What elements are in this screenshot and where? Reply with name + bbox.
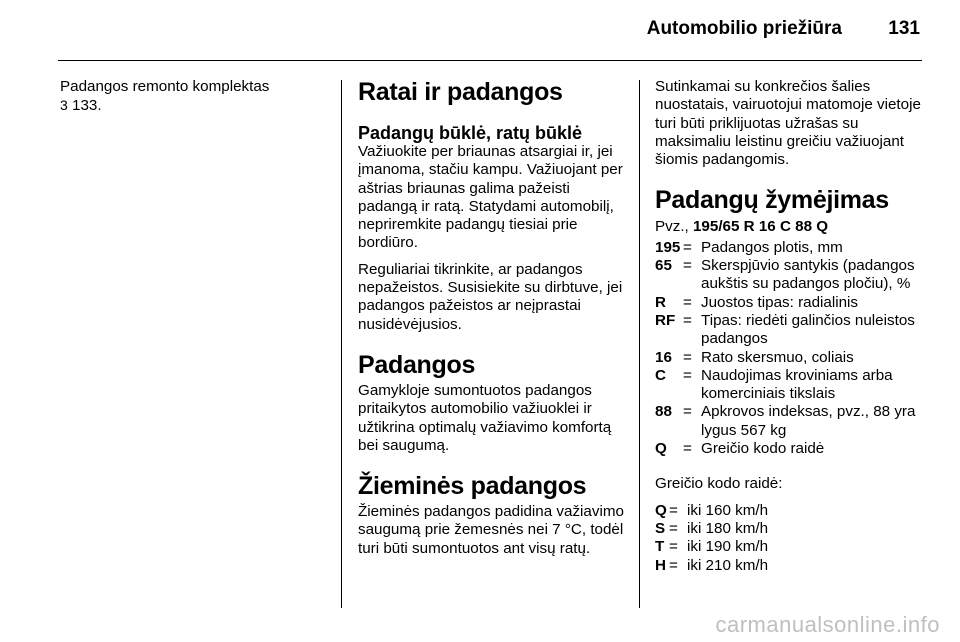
heading-tyres: Padangos xyxy=(358,350,476,379)
page-number: 131 xyxy=(888,18,920,39)
watermark-footer: carmanualsonline.info xyxy=(715,612,940,637)
section-heading-wheels: Ratai ir padangos xyxy=(358,78,563,106)
column-left xyxy=(60,78,330,116)
definition-row: Q = Greičio kodo raidė xyxy=(655,440,825,458)
paragraph-inspection: Reguliariai tikrinkite, ar padangos nepažeistos. Susisiekite su dirbtuve, jei padangos pažeistos ar neįprastai nusidėvėjusios. xyxy=(358,260,623,333)
marking-definition-list xyxy=(655,239,923,459)
example-code: 195/65 R 16 C 88 Q xyxy=(692,218,829,236)
definition-row: C = Naudojimas kroviniams arba komerciniais tikslais xyxy=(655,366,893,403)
speed-code-list xyxy=(655,502,923,575)
heading-tyre-marking: Padangų žymėjimas xyxy=(655,186,889,215)
paragraph-speed-label: Sutinkamai su konkrečios šalies nuostatais, vairuotojui matomoje vietoje turi būti priklijuotas užrašas su maksimaliu leistinu greičiu važiuojant šiomis padangomis. xyxy=(655,78,921,169)
definition-row: RF = Tipas: riedėti galinčios nuleistos padangos xyxy=(655,311,915,348)
column-divider-2 xyxy=(639,80,640,608)
example-prefix: Pvz., xyxy=(655,218,693,236)
speed-row: S = iki 180 km/h xyxy=(655,519,769,537)
speed-row: T = iki 190 km/h xyxy=(655,538,769,556)
speed-row: H = iki 210 km/h xyxy=(655,556,769,574)
column-right xyxy=(655,78,923,575)
repair-kit-text: Padangos remonto komplektas xyxy=(60,78,270,95)
reference-arrow-icon: 3 xyxy=(60,97,68,114)
paragraph-factory-tyres: Gamykloje sumontuotos padangos pritaikytos automobilio važiuoklei ir užtikrina optimalų važiavimo komfortą bei saugumą. xyxy=(358,381,612,454)
header-rule xyxy=(58,60,922,61)
cross-reference[interactable] xyxy=(60,96,330,115)
paragraph-winter-tyres: Žieminės padangos padidina važiavimo saugumą prie žemesnės nei 7 °C, todėl turi būti sumontuotos ant visų ratų. xyxy=(358,503,624,557)
marking-example xyxy=(655,218,923,236)
speed-code-intro: Greičio kodo raidė: xyxy=(655,475,783,493)
paragraph-kerbs: Važiuokite per briaunas atsargiai ir, jei įmanoma, stačiu kampu. Važiuojant per aštrias briaunas galima pažeisti padangą ir ratą. Statydami automobilį, nepriremkite padangų tiesiai prie bordiūro. xyxy=(358,143,623,252)
definition-row: 195 = Padangos plotis, mm xyxy=(655,238,843,256)
column-middle xyxy=(358,78,626,558)
running-header-title: Automobilio priežiūra xyxy=(646,18,842,39)
definition-row: 88 = Apkrovos indeksas, pvz., 88 yra lygus 567 kg xyxy=(655,403,916,439)
heading-winter-tyres: Žieminės padangos xyxy=(358,472,587,501)
definition-row: 16 = Rato skersmuo, coliais xyxy=(655,348,854,366)
reference-page: 133. xyxy=(72,97,102,115)
speed-row: Q = iki 160 km/h xyxy=(655,501,769,519)
subheading-condition: Padangų būklė, ratų būklė xyxy=(358,123,583,143)
column-divider-1 xyxy=(341,80,342,608)
definition-row: R = Juostos tipas: radialinis xyxy=(655,293,859,311)
definition-row: 65 = Skerspjūvio santykis (padangos aukštis su padangos pločiu), % xyxy=(655,257,915,293)
